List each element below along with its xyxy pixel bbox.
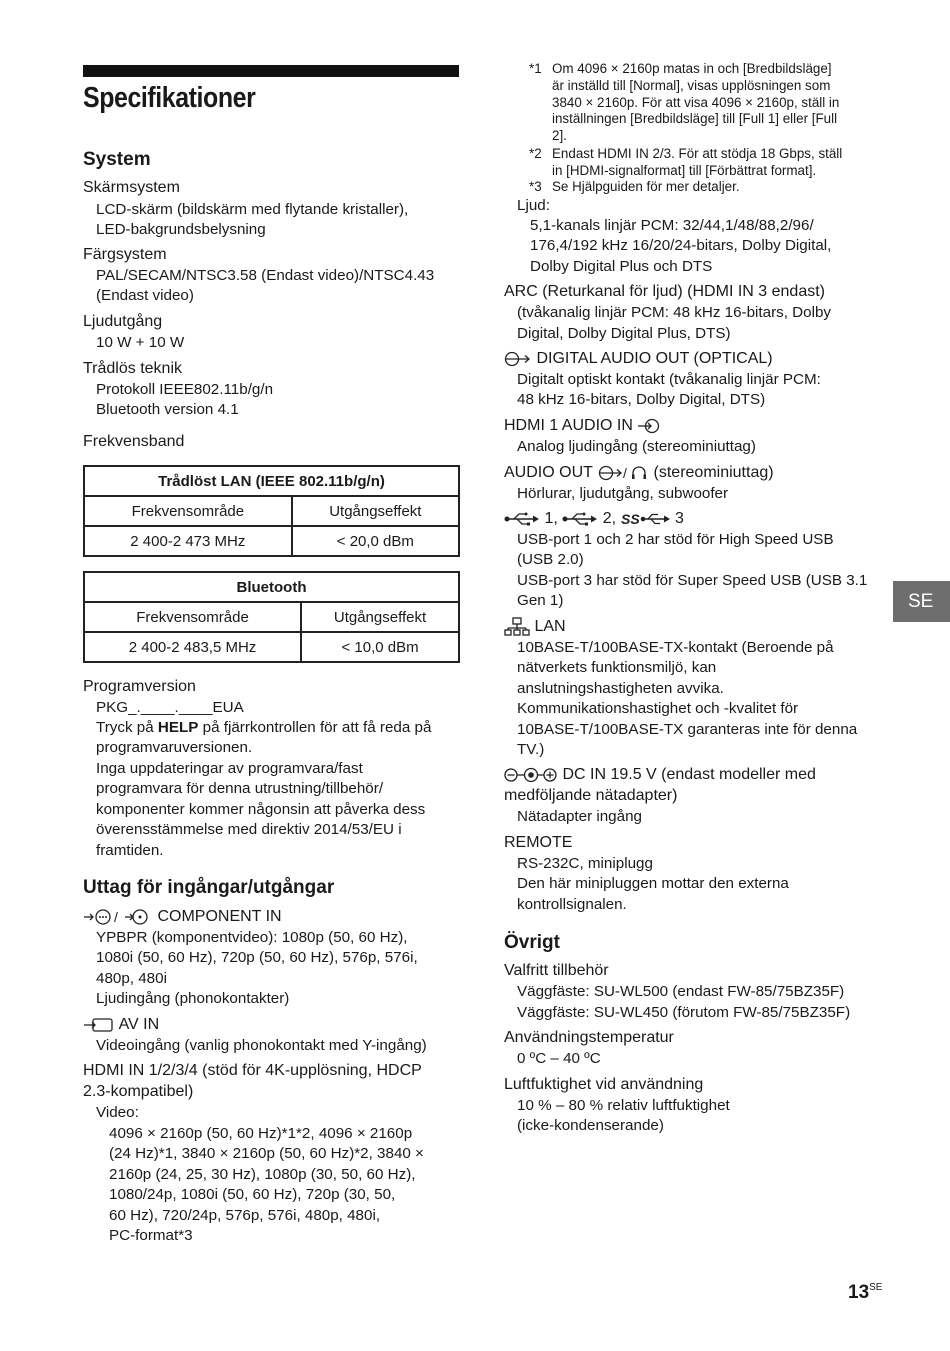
optical-term: DIGITAL AUDIO OUT (OPTICAL)	[504, 349, 773, 370]
program-line: överensstämmelse med direktiv 2014/53/EU i	[96, 821, 402, 838]
remote-line: Den här minipluggen mottar den externa	[517, 875, 789, 892]
footnote-3: *3 Se Hjälpguiden för mer detaljer.	[529, 179, 740, 194]
program-line: framtiden.	[96, 842, 164, 859]
table-cell: < 20,0 dBm	[292, 526, 459, 556]
usb-icon	[562, 512, 598, 526]
program-term: Programversion	[83, 678, 196, 695]
av-desc: Videoingång (vanlig phonokontakt med Y-ingång)	[96, 1037, 427, 1054]
av-in-icon	[83, 1017, 115, 1033]
audio-out-term: AUDIO OUT / (stereominiuttag)	[504, 464, 774, 481]
dc-desc: Nätadapter ingång	[517, 808, 642, 825]
arc-line: (tvåkanalig linjär PCM: 48 kHz 16-bitars, Dolby	[517, 304, 831, 321]
usb-icon	[504, 512, 540, 526]
lan-line: nätverkets funktionsmiljö, kan	[517, 659, 717, 676]
wireless-term: Trådlös teknik	[83, 360, 182, 377]
table-header: Utgångseffekt	[292, 496, 459, 526]
table-title: Trådlöst LAN (IEEE 802.11b/g/n)	[84, 466, 459, 496]
table-cell: < 10,0 dBm	[301, 632, 459, 662]
component-term: / COMPONENT IN	[83, 907, 282, 928]
humidity-line: (icke-kondenserande)	[517, 1117, 664, 1134]
sound-line: 176,4/192 kHz 16/20/24-bitars, Dolby Digital,	[530, 237, 832, 254]
wlan-table	[83, 465, 460, 557]
footnote-1: *1 Om 4096 × 2160p matas in och [Bredbildsläge] är inställd till [Normal], visas upplösningen som 3840 × 2160p. För att visa 4096 × 2160p, ställ in inställningen [Bredbildsläge] till [Full 1] eller [Full 2].	[529, 61, 840, 144]
lan-line: anslutningshastigheten avvika.	[517, 680, 724, 697]
table-header: Frekvensområde	[84, 602, 301, 632]
color-term: Färgsystem	[83, 246, 167, 263]
lan-icon	[504, 617, 530, 637]
audio-out-headphone-icon	[597, 464, 649, 482]
remote-line: kontrollsignalen.	[517, 896, 627, 913]
component-line: 480p, 480i	[96, 970, 167, 987]
accessory-line: Väggfäste: SU-WL500 (endast FW-85/75BZ35F)	[517, 983, 845, 1000]
audio-out-desc: Hörlurar, ljudutgång, subwoofer	[517, 485, 729, 502]
usb-line: (USB 2.0)	[517, 551, 584, 568]
wireless-desc: Bluetooth version 4.1	[96, 401, 239, 418]
av-term: AV IN	[83, 1015, 159, 1036]
bluetooth-table	[83, 571, 460, 663]
component-line: Ljudingång (phonokontakter)	[96, 990, 290, 1007]
lan-line: 10BASE-T/100BASE-TX garanteras inte för denna	[517, 721, 858, 738]
svg-text:/: /	[623, 464, 627, 481]
table-header: Frekvensområde	[84, 496, 292, 526]
display-desc: LCD-skärm (bildskärm med flytande kristaller),	[96, 201, 409, 218]
optical-line: Digitalt optiskt kontakt (tvåkanalig linjär PCM:	[517, 371, 821, 388]
program-line: Tryck på HELP på fjärrkontrollen för att få reda på	[96, 719, 432, 736]
svg-text:/: /	[114, 908, 118, 925]
component-icon	[83, 909, 153, 925]
program-line: komponenter kommer någonsin att påverka dess	[96, 801, 426, 818]
optical-icon	[504, 351, 532, 367]
footnote-2: *2 Endast HDMI IN 2/3. För att stödja 18 Gbps, ställ in [HDMI-signalformat] till [Förbättrat format].	[529, 146, 843, 178]
usb-superspeed-icon	[621, 511, 671, 527]
program-line: Inga uppdateringar av programvara/fast	[96, 760, 363, 777]
hdmi-video-line: PC-format*3	[109, 1227, 193, 1244]
freq-term: Frekvensband	[83, 433, 185, 450]
table-cell: 2 400-2 473 MHz	[84, 526, 292, 556]
lan-line: 10BASE-T/100BASE-TX-kontakt (Beroende på	[517, 639, 834, 656]
arc-term: ARC (Returkanal för ljud) (HDMI IN 3 endast)	[504, 283, 825, 300]
dc-polarity-icon	[504, 767, 558, 783]
temperature-desc: 0 ºC – 40 ºC	[517, 1050, 601, 1067]
accessory-line: Väggfäste: SU-WL450 (förutom FW-85/75BZ35F)	[517, 1004, 851, 1021]
table-title: Bluetooth	[84, 572, 459, 602]
remote-term: REMOTE	[504, 834, 573, 851]
optical-line: 48 kHz 16-bitars, Dolby Digital, DTS)	[517, 391, 766, 408]
sound-line: 5,1-kanals linjär PCM: 32/44,1/48/88,2/96/	[530, 217, 814, 234]
page-number: $13^{SE}$	[848, 1282, 883, 1303]
arc-line: Digital, Dolby Digital Plus, DTS)	[517, 325, 731, 342]
hdmi-term: HDMI IN 1/2/3/4 (stöd för 4K-upplösning, HDCP	[83, 1062, 422, 1079]
program-line: programvara för denna utrustning/tillbehör/	[96, 780, 384, 797]
hdmi-video-label: Video:	[96, 1104, 139, 1121]
lan-line: TV.)	[517, 741, 545, 758]
accessory-term: Valfritt tillbehör	[504, 962, 609, 979]
hdmi-video-line: 60 Hz), 720/24p, 576p, 576i, 480p, 480i,	[109, 1207, 381, 1224]
table-cell: 2 400-2 483,5 MHz	[84, 632, 301, 662]
audio-in-icon	[637, 418, 661, 434]
lan-line: Kommunikationshastighet och -kvalitet för	[517, 700, 799, 717]
hdmi-term: 2.3-kompatibel)	[83, 1083, 194, 1100]
component-line: YPBPR (komponentvideo): 1080p (50, 60 Hz),	[96, 929, 408, 946]
usb-line: USB-port 3 har stöd för Super Speed USB (USB 3.1	[517, 572, 868, 589]
audio-desc: 10 W + 10 W	[96, 334, 185, 351]
sound-label: Ljud:	[517, 197, 550, 214]
program-line: programvaruversionen.	[96, 739, 253, 756]
language-tab: SE	[893, 581, 950, 622]
lan-term: LAN	[504, 617, 566, 638]
other-heading: Övrigt	[504, 932, 560, 953]
svg-text:SS: SS	[620, 510, 640, 527]
humidity-line: 10 % – 80 % relativ luftfuktighet	[517, 1097, 730, 1114]
component-line: 1080i (50, 60 Hz), 720p (50, 60 Hz), 576p, 576i,	[96, 949, 418, 966]
temperature-term: Användningstemperatur	[504, 1029, 674, 1046]
dc-term: medföljande nätadapter)	[504, 787, 678, 804]
program-line: PKG_.____.____EUA	[96, 699, 244, 716]
system-heading: System	[83, 149, 151, 170]
hdmi-video-line: (24 Hz)*1, 3840 × 2160p (50, 60 Hz)*2, 3840 ×	[109, 1145, 424, 1162]
display-desc: LED-bakgrundsbelysning	[96, 221, 266, 238]
io-heading: Uttag för ingångar/utgångar	[83, 877, 335, 898]
table-header: Utgångseffekt	[301, 602, 459, 632]
sound-line: Dolby Digital Plus och DTS	[530, 258, 713, 275]
humidity-term: Luftfuktighet vid användning	[504, 1076, 704, 1093]
hdmi-video-line: 1080/24p, 1080i (50, 60 Hz), 720p (30, 50,	[109, 1186, 396, 1203]
usb-line: USB-port 1 och 2 har stöd för High Speed USB	[517, 531, 834, 548]
hdmi-video-line: 2160p (24, 25, 30 Hz), 1080p (30, 50, 60 Hz),	[109, 1166, 416, 1183]
color-desc: PAL/SECAM/NTSC3.58 (Endast video)/NTSC4.43	[96, 267, 435, 284]
usb-term: 1, 2, SS 3	[504, 509, 684, 530]
hdmi-video-line: 4096 × 2160p (50, 60 Hz)*1*2, 4096 × 2160p	[109, 1125, 413, 1142]
usb-line: Gen 1)	[517, 592, 564, 609]
wireless-desc: Protokoll IEEE802.11b/g/n	[96, 381, 274, 398]
title-rule	[83, 65, 459, 77]
remote-line: RS-232C, miniplugg	[517, 855, 653, 872]
page-title: Specifikationer	[83, 82, 256, 114]
dc-term: DC IN 19.5 V (endast modeller med	[504, 765, 816, 786]
hdmi1-audio-term: HDMI 1 AUDIO IN	[504, 416, 661, 437]
audio-term: Ljudutgång	[83, 313, 163, 330]
hdmi1-audio-desc: Analog ljudingång (stereominiuttag)	[517, 438, 756, 455]
display-term: Skärmsystem	[83, 179, 180, 196]
color-desc: (Endast video)	[96, 287, 194, 304]
